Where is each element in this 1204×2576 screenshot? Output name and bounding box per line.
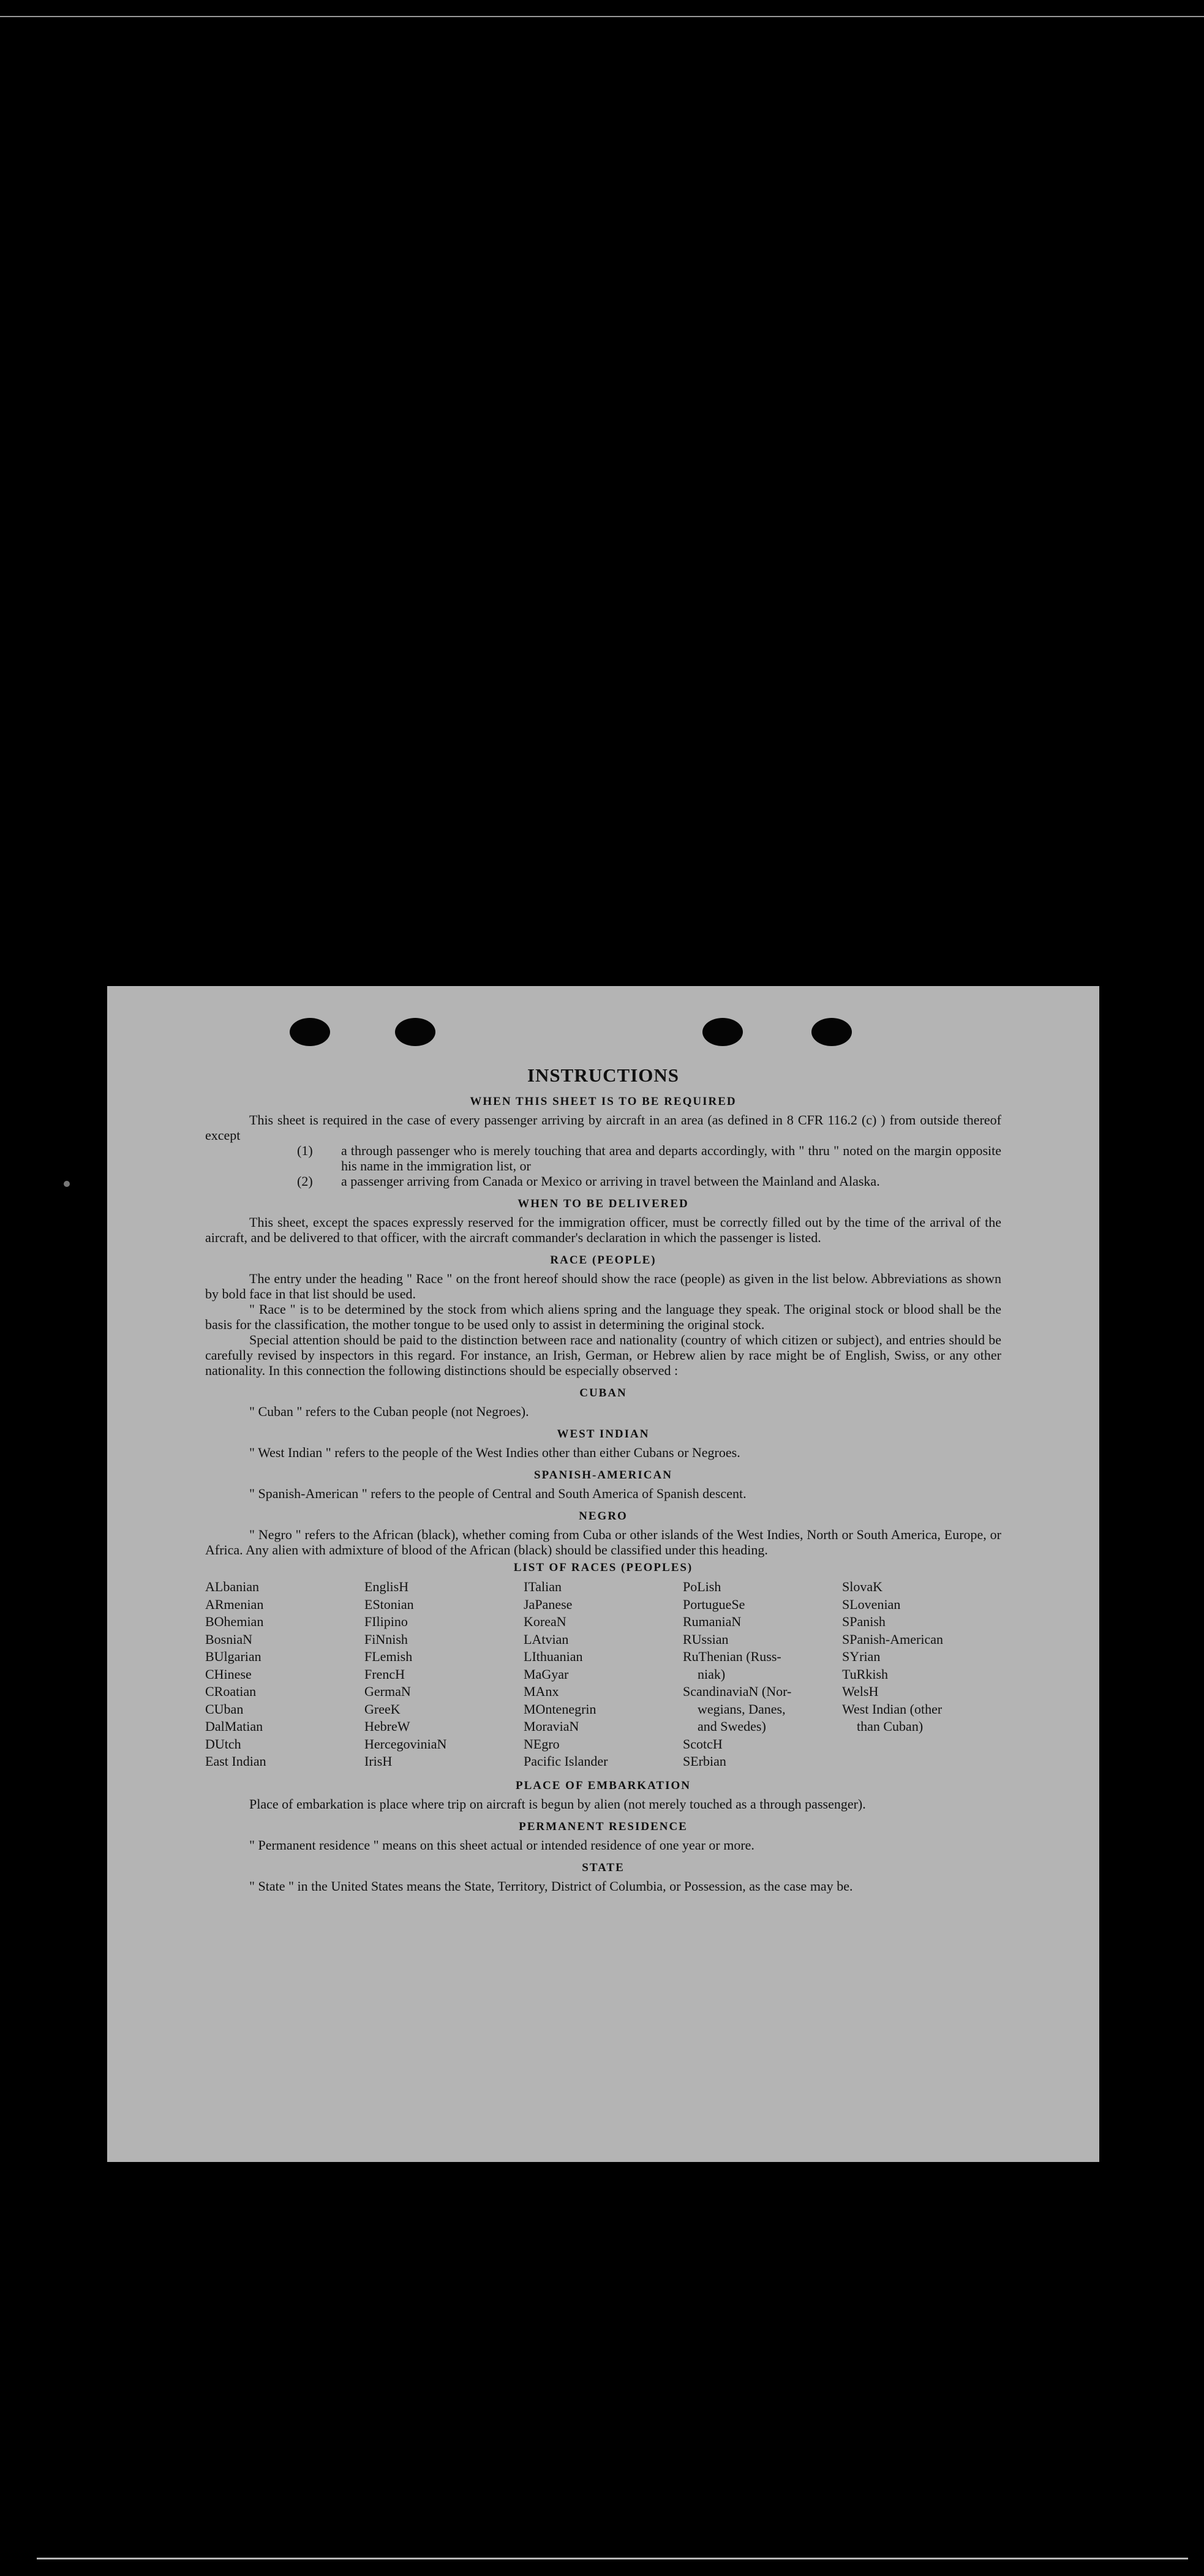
punch-hole [702,1018,743,1046]
race-entry: LIthuanian [524,1649,583,1664]
section-paragraph: This sheet is required in the case of every passenger arriving by aircraft in an area (as defined in 8 CFR 116.2 (c) ) from outside thereof except [205,1112,1001,1143]
punch-hole [290,1018,330,1046]
race-entry: EnglisH [364,1579,409,1594]
race-entry: BUlgarian [205,1649,261,1664]
section-heading: SPANISH-AMERICAN [534,1469,672,1482]
section-heading: WHEN TO BE DELIVERED [517,1197,689,1210]
section-heading: STATE [582,1861,625,1874]
race-entry: MaGyar [524,1666,569,1682]
race-entry: WelsH [842,1684,879,1699]
race-entry: KoreaN [524,1614,566,1629]
race-entry: CHinese [205,1666,252,1682]
race-entry: RumaniaN [683,1614,742,1629]
punch-hole [395,1018,435,1046]
film-speck [64,1181,70,1187]
section-paragraph: The entry under the heading " Race " on the front hereof should show the race (people) as given in the list below. Abbreviations as shown by bold face in that list should be used. [205,1271,1001,1301]
section-heading: CUBAN [579,1387,627,1399]
instruction-sheet [107,986,1099,2162]
exception-number: (2) [297,1173,313,1189]
race-entry: Pacific Islander [524,1753,608,1769]
punch-hole [811,1018,852,1046]
section-heading: RACE (PEOPLE) [550,1254,657,1267]
race-entry: and Swedes) [698,1719,766,1734]
race-entry: than Cuban) [857,1719,924,1734]
race-entry: LAtvian [524,1631,569,1647]
race-entry: ITalian [524,1579,562,1594]
race-entry: DUtch [205,1736,241,1752]
race-entry: RUssian [683,1631,729,1647]
section-heading: WEST INDIAN [557,1428,650,1441]
races-column [205,1578,364,1771]
race-entry: SPanish [842,1614,886,1629]
race-entry: HebreW [364,1719,410,1734]
race-entry: MOntenegrin [524,1701,596,1717]
film-edge-top [0,16,1204,17]
race-entry: ALbanian [205,1579,259,1594]
race-entry: SPanish-American [842,1631,943,1647]
race-entry: ARmenian [205,1596,264,1612]
race-entry: NEgro [524,1736,560,1752]
race-entry: IrisH [364,1753,393,1769]
exception-item [297,1173,1001,1189]
exception-number: (1) [297,1143,313,1158]
race-entry: SYrian [842,1649,881,1664]
section-paragraph: " Race " is to be determined by the stock from which aliens spring and the language they speak. The original stock or blood shall be the basis for the classification, the mother tongue to be used only to assist in determining the original stock. [205,1301,1001,1332]
race-entry: ScotcH [683,1736,723,1752]
race-entry: niak) [698,1666,726,1682]
race-entry: West Indian (other [842,1701,943,1717]
race-entry: BosniaN [205,1631,252,1647]
section-paragraph: " Spanish-American " refers to the people of Central and South America of Spanish descent. [249,1486,747,1501]
section-heading: WHEN THIS SHEET IS TO BE REQUIRED [470,1095,737,1108]
race-entry: wegians, Danes, [698,1701,786,1717]
race-entry: FIlipino [364,1614,408,1629]
races-column [524,1578,683,1771]
race-entry: FrencH [364,1666,405,1682]
section-paragraph: This sheet, except the spaces expressly reserved for the immigration officer, must be correctly filled out by the time of the arrival of the aircraft, and be delivered to that officer, with the aircraft commander's declaration in which the passenger is listed. [205,1215,1001,1245]
races-column [364,1578,524,1771]
race-entry: DalMatian [205,1719,263,1734]
race-entry: SlovaK [842,1579,882,1594]
exception-text: a through passenger who is merely touching that area and departs accordingly, with " thru " noted on the margin opposite his name in the immigration list, or [341,1143,1001,1173]
race-entry: BOhemian [205,1614,264,1629]
exception-item [297,1143,1001,1173]
race-entry: JaPanese [524,1596,573,1612]
section-paragraph: " State " in the United States means the State, Territory, District of Columbia, or Possession, as the case may be. [249,1878,853,1894]
race-entry: FiNnish [364,1631,408,1647]
race-entry: SLovenian [842,1596,901,1612]
race-entry: PortugueSe [683,1596,745,1612]
sheet-content [205,1064,1001,1894]
section-heading: PERMANENT RESIDENCE [519,1820,688,1833]
page-title: INSTRUCTIONS [527,1064,679,1086]
race-entry: MoraviaN [524,1719,579,1734]
section-paragraph: " Negro " refers to the African (black), whether coming from Cuba or other islands of the West Indies, North or South America, Europe, or Africa. Any alien with admixture of blood of the African (black) should be classified under this heading. [205,1527,1001,1557]
race-entry: SErbian [683,1753,726,1769]
section-paragraph: " Permanent residence " means on this sheet actual or intended residence of one year or more. [249,1837,754,1853]
section-heading: PLACE OF EMBARKATION [516,1779,691,1792]
exception-text: a passenger arriving from Canada or Mexico or arriving in travel between the Mainland and Alaska. [341,1173,880,1189]
race-entry: FLemish [364,1649,413,1664]
race-entry: HercegoviniaN [364,1736,447,1752]
races-heading: LIST OF RACES (PEOPLES) [513,1561,693,1574]
races-list [205,1578,1001,1771]
race-entry: CUban [205,1701,244,1717]
race-entry: CRoatian [205,1684,257,1699]
race-entry: EStonian [364,1596,414,1612]
section-heading: NEGRO [579,1510,628,1523]
section-paragraph: Special attention should be paid to the distinction between race and nationality (country of which citizen or subject), and entries should be carefully revised by inspectors in this regard. For instance, an Irish, German, or Hebrew alien by race might be of English, Swiss, or any other nationality. In this connection the following distinctions should be especially observed : [205,1332,1001,1378]
race-entry: PoLish [683,1579,721,1594]
race-entry: GermaN [364,1684,411,1699]
section-paragraph: " West Indian " refers to the people of the West Indies other than either Cubans or Negroes. [249,1445,740,1460]
section-paragraph: " Cuban " refers to the Cuban people (not Negroes). [249,1404,529,1419]
race-entry: ScandinaviaN (Nor- [683,1684,792,1699]
race-entry: TuRkish [842,1666,889,1682]
section-paragraph: Place of embarkation is place where trip on aircraft is begun by alien (not merely touched as a through passenger). [249,1796,866,1812]
race-entry: East Indian [205,1753,266,1769]
film-edge-bottom [37,2558,1188,2559]
race-entry: GreeK [364,1701,401,1717]
race-entry: MAnx [524,1684,559,1699]
races-column [842,1578,1001,1771]
races-column [683,1578,842,1771]
race-entry: RuThenian (Russ- [683,1649,781,1664]
